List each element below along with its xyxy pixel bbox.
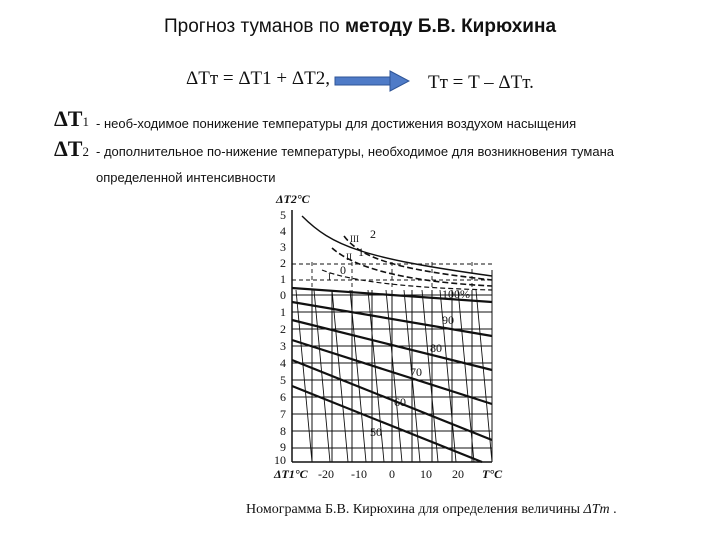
- humidity-label: 80: [430, 341, 442, 355]
- x-tick: -10: [351, 467, 367, 481]
- formula-sum: ΔTт = ΔT1 + ΔT2,: [186, 68, 330, 89]
- y-tick: 3: [280, 240, 286, 254]
- humidity-label: 70: [410, 365, 422, 379]
- x-tick: -20: [318, 467, 334, 481]
- y-tick: 3: [280, 339, 286, 353]
- y-tick: 5: [280, 373, 286, 387]
- roman-label: I: [328, 272, 331, 282]
- formula-fog-temperature: Tт = T – ΔTт.: [428, 72, 534, 93]
- humidity-label: 90: [442, 313, 454, 327]
- delta-t2-definition-cont: определенной интенсивности: [96, 170, 276, 185]
- y-tick: 9: [280, 440, 286, 454]
- y-tick: 8: [280, 424, 286, 438]
- y-tick: 10: [274, 453, 286, 467]
- y-tick: 1: [280, 305, 286, 319]
- page-title: [0, 16, 720, 38]
- delta-t1-symbol: ΔT1: [54, 106, 89, 131]
- delta-t1-definition: - необ-ходимое понижение температуры для достижения воздухом насыщения: [96, 116, 577, 131]
- title-prefix: Прогноз туманов по: [163, 16, 345, 37]
- delta-t2-symbol: ΔT2: [54, 136, 89, 161]
- x-axis-unit: T°C: [482, 467, 503, 481]
- delta-t2-definition: - дополнительное по-нижение температуры, необходимое для возникновения тумана: [96, 144, 614, 159]
- curve-label: 1: [358, 245, 364, 259]
- y-tick: 0: [280, 288, 286, 302]
- y-tick: 2: [280, 322, 286, 336]
- kiryukhin-nomogram: [262, 190, 522, 490]
- y-tick: 5: [280, 208, 286, 222]
- y-tick: 4: [280, 356, 286, 370]
- x-axis-title: ΔT1°C: [274, 467, 308, 481]
- y-tick: 2: [280, 256, 286, 270]
- x-tick: 10: [420, 467, 432, 481]
- x-tick: 0: [389, 467, 395, 481]
- x-tick: 20: [452, 467, 464, 481]
- y-tick: 7: [280, 407, 286, 421]
- y-axis-title: ΔT2°C: [276, 192, 310, 206]
- humidity-label: 60: [394, 395, 406, 409]
- curve-label: 0: [340, 263, 346, 277]
- roman-label: III: [350, 234, 359, 244]
- axis-labels: [273, 192, 503, 481]
- curve-label: 2: [370, 227, 376, 241]
- figure-caption: Номограмма Б.В. Кирюхина для определения величины ΔTт .: [246, 502, 617, 517]
- roman-label: II: [346, 252, 352, 262]
- arrow-right-icon: [334, 70, 410, 92]
- humidity-label: 100%: [442, 287, 470, 301]
- y-tick: 6: [280, 390, 286, 404]
- title-bold: методу Б.В. Кирюхина: [344, 16, 557, 37]
- y-tick: 1: [280, 272, 286, 286]
- humidity-label: 50: [370, 425, 382, 439]
- diagonal-hatching: [296, 290, 492, 462]
- y-tick: 4: [280, 224, 286, 238]
